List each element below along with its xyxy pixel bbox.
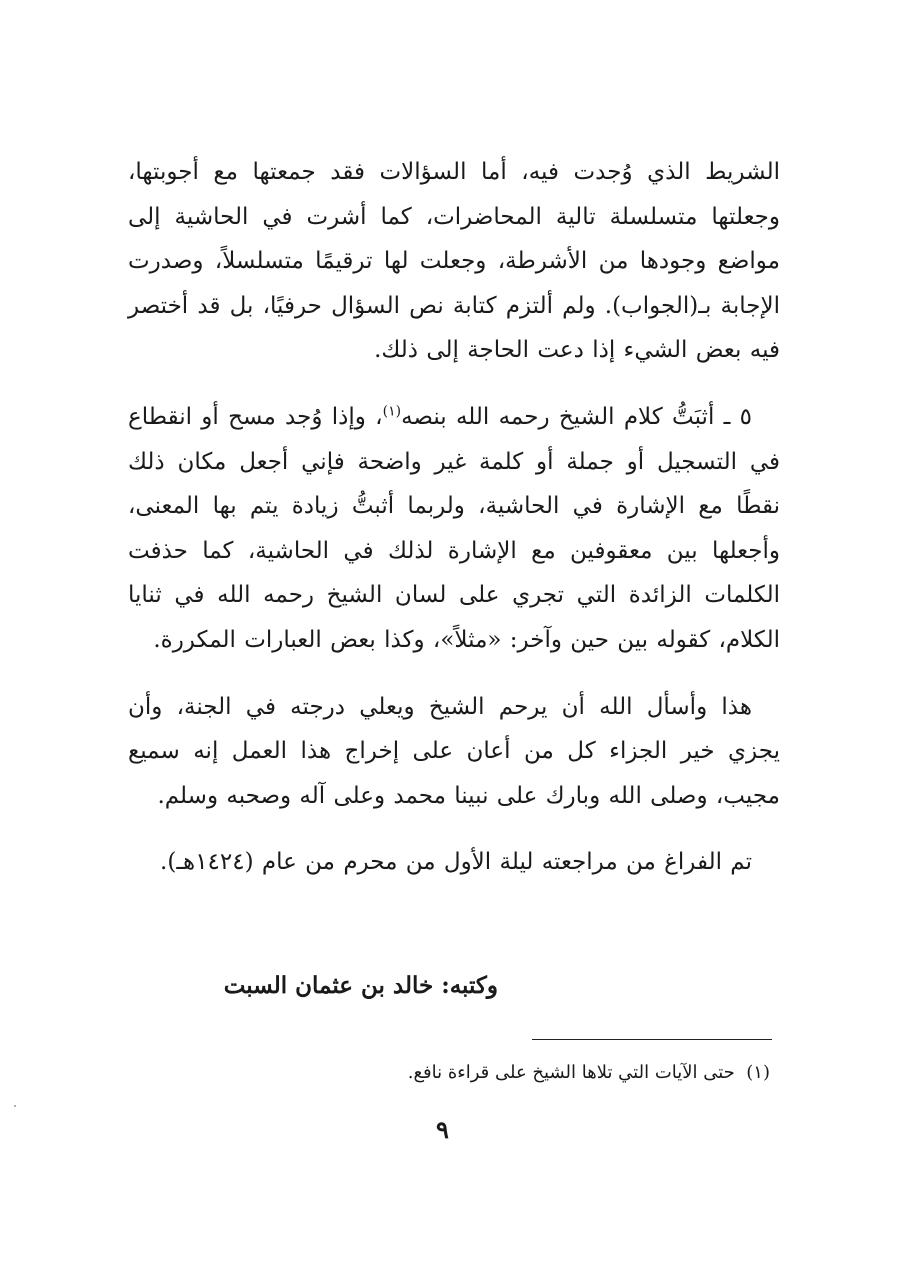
paragraph-method-text-fidelity <box>128 395 780 663</box>
footnote-marker: (١) <box>746 1062 770 1083</box>
footnote-divider <box>532 1039 772 1040</box>
footnote <box>408 1062 770 1083</box>
scan-speck <box>14 1105 16 1107</box>
page-number: ٩ <box>436 1115 449 1144</box>
paragraph-text-part: ، وإذا وُجد مسح أو انقطاع في التسجيل أو جملة أو كلمة غير واضحة فإني أجعل مكان ذلك نقطًا مع الإشارة في الحاشية، ولربما أثبتُّ زيادة يتم بها المعنى، وأجعلها بين معقوفين مع الإشارة لذلك في الحاشية، كما حذفت الكلمات الزائدة التي تجري على لسان الشيخ رحمه الله في ثنايا الكلام، كقوله بين حين وآخر: «مثلاً»، وكذا بعض العبارات المكررة. <box>128 403 780 653</box>
page-body <box>128 150 780 885</box>
paragraph-closing-prayer: هذا وأسأل الله أن يرحم الشيخ ويعلي درجته في الجنة، وأن يجزي خير الجزاء كل من أعان على إخراج هذا العمل إنه سميع مجيب، وصلى الله وبارك على نبينا محمد وعلى آله وصحبه وسلم. <box>128 693 780 809</box>
footnote-reference[interactable]: (١) <box>382 403 402 420</box>
paragraph-method-questions: الشريط الذي وُجدت فيه، أما السؤالات فقد جمعتها مع أجوبتها، وجعلتها متسلسلة تالية المحاضرات، كما أشرت في الحاشية إلى مواضع وجودها من الأشرطة، وجعلت لها ترقيمًا متسلسلاً، وصدرت الإجابة بـ(الجواب). ولم ألتزم كتابة نص السؤال حرفيًا، بل قد أختصر فيه بعض الشيء إذا دعت الحاجة إلى ذلك. <box>128 159 780 364</box>
author-signature: وكتبه: خالد بن عثمان السبت <box>223 972 498 999</box>
paragraph-completion-date: تم الفراغ من مراجعته ليلة الأول من محرم من عام (١٤٢٤هـ). <box>160 849 752 876</box>
paragraph-text-part: ٥ ـ أثبَتُّ كلام الشيخ رحمه الله بنصه <box>401 403 753 430</box>
footnote-text: حتى الآيات التي تلاها الشيخ على قراءة نافع. <box>407 1062 735 1083</box>
